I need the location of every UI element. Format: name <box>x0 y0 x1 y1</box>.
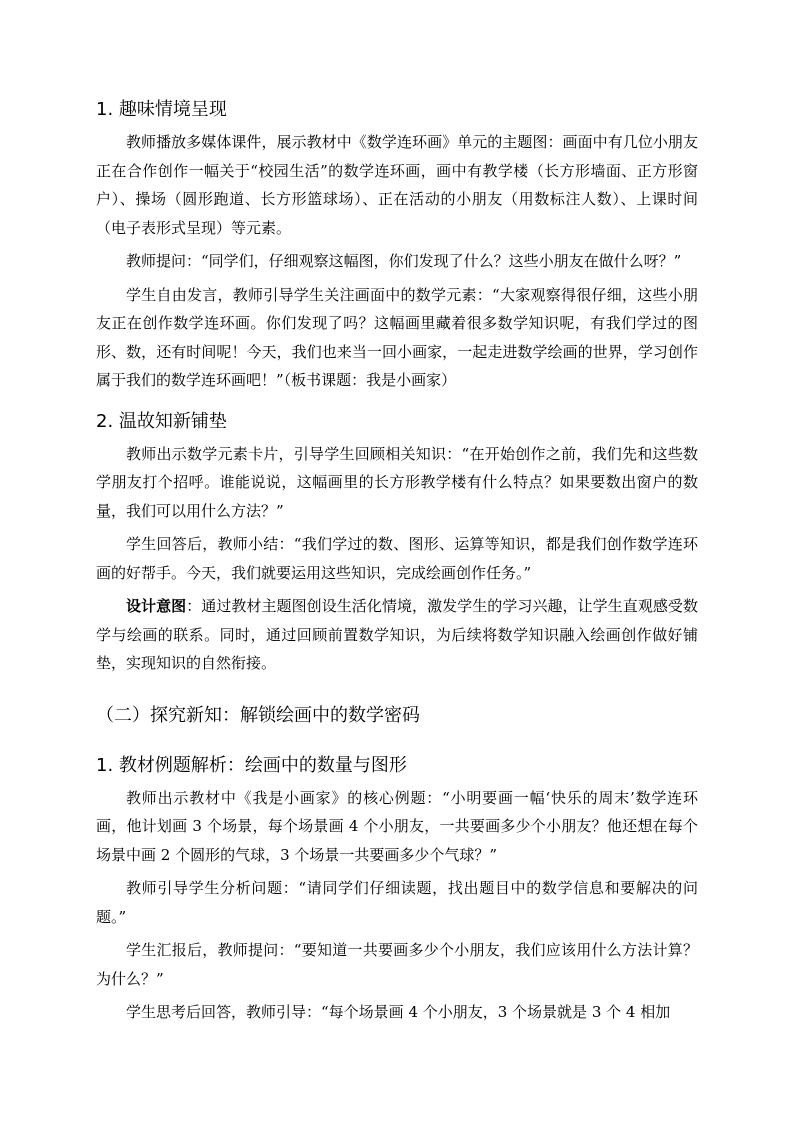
paragraph: 学生思考后回答，教师引导：“每个场景画 4 个小朋友，3 个场景就是 3 个 4 相加 <box>126 1003 671 1021</box>
document-page <box>96 96 698 1027</box>
paragraph: 教师出示数学元素卡片，引导学生回顾相关知识：“在开始创作之前，我们先和这些数学朋友打个招呼。谁能说说，这幅画里的长方形教学楼有什么特点？如果要数出窗户的数量，我们可以用什么方法？” <box>96 444 698 520</box>
design-intent-label: 设计意图 <box>126 597 187 615</box>
paragraph: 教师提问：“同学们，仔细观察这幅图，你们发现了什么？这些小朋友在做什么呀？” <box>126 252 682 270</box>
section-heading-review: 2. 温故知新铺垫 <box>96 410 227 432</box>
paragraph: 学生汇报后，教师提问：“要知道一共要画多少个小朋友，我们应该用什么方法计算？为什么？” <box>96 941 698 988</box>
part-heading-explore: （二）探究新知：解锁绘画中的数学密码 <box>96 704 420 726</box>
paragraph: 学生回答后，教师小结：“我们学过的数、图形、运算等知识，都是我们创作数学连环画的好帮手。今天，我们就要运用这些知识，完成绘画创作任务。” <box>96 535 698 582</box>
design-intent-text: ：通过教材主题图创设生活化情境，激发学生的学习兴趣，让学生直观感受数学与绘画的联系。同时，通过回顾前置数学知识，为后续将数学知识融入绘画创作做好铺垫，实现知识的自然衔接。 <box>96 597 698 672</box>
design-intent-paragraph <box>96 592 698 678</box>
paragraph: 学生自由发言，教师引导学生关注画面中的数学元素：“大家观察得很仔细，这些小朋友正在创作数学连环画。你们发现了吗？这幅画里藏着很多数学知识呢，有我们学过的图形、数，还有时间呢！今天，我们也来当一回小画家，一起走进数学绘画的世界，学习创作属于我们的数学连环画吧！”（板书课题：我是小画家） <box>96 285 698 389</box>
paragraph: 教师播放多媒体课件，展示教材中《数学连环画》单元的主题图：画面中有几位小朋友正在合作创作一幅关于“校园生活”的数学连环画，画中有教学楼（长方形墙面、正方形窗户）、操场（圆形跑道、长方形篮球场）、正在活动的小朋友（用数标注人数）、上课时间（电子表形式呈现）等元素。 <box>96 133 698 237</box>
section-heading-scenario: 1. 趣味情境呈现 <box>96 99 227 120</box>
paragraph: 教师出示教材中《我是小画家》的核心例题：“小明要画一幅‘快乐的周末’数学连环画，他计划画 3 个场景，每个场景画 4 个小朋友，一共要画多少个小朋友？他还想在每个场景中画 2 个圆形的气球，3 个场景一共要画多少个气球？” <box>96 788 698 864</box>
paragraph: 教师引导学生分析问题：“请同学们仔细读题，找出题目中的数学信息和要解决的问题。” <box>96 879 698 926</box>
section-heading-example: 1. 教材例题解析：绘画中的数量与图形 <box>96 754 407 776</box>
